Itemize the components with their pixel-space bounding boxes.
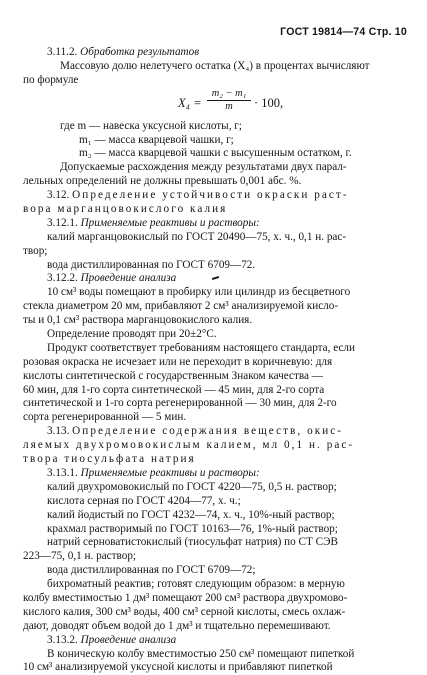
section-heading: ляемых двухромовокислым калием, мл 0,1 н. рас- (23, 439, 355, 452)
text-line: натрий серноватистокислый (тиосульфат натрия) по СТ СЭВ (47, 536, 338, 549)
formula-denominator: m (225, 100, 233, 112)
text-line: лельных определений не должны превышать 0,001 абс. %. (23, 175, 302, 188)
text-line: дают, доводят объем водой до 1 дм³ и тщательно перемешивают. (23, 619, 331, 632)
text-line: твор; (23, 244, 48, 257)
formula-rhs: · 100, (254, 95, 284, 110)
section-heading: 3.12. Определение устойчивости окраски раст- (47, 189, 349, 202)
text-line: где m — навеска уксусной кислоты, г; (60, 119, 242, 132)
text-line: Продукт соответствует требованиям настоящего стандарта, если (47, 341, 356, 354)
text-line: m₂ — масса кварцевой чашки с высушенным остатком, г. (79, 147, 352, 160)
text-line: кислого калия, 300 см³ воды, 400 см³ серной кислоты, смесь охлаж- (23, 605, 346, 618)
page-header: ГОСТ 19814—74 Стр. 10 (280, 26, 407, 38)
subsection-heading: 3.13.2. Проведение анализа (47, 633, 177, 646)
section-heading: вора марганцовокислого калия (23, 203, 228, 216)
text-line: ты и 0,1 см³ раствора марганцовокислого калия. (23, 314, 253, 327)
section-heading: 3.13. Определение содержания веществ, окис- (47, 425, 344, 438)
text-line: 10 см³ анализируемой уксусной кислоты и прибавляют пипеткой (23, 661, 333, 674)
formula-lhs: X₄ = (178, 95, 202, 110)
text-line: по формуле (23, 73, 79, 86)
text-line: Допускаемые расхождения между результатами двух парал- (60, 161, 347, 174)
text-line: Определение проводят при 20±2°С. (47, 328, 217, 341)
text-line: кислоты синтетической с государственным Знаком качества — (23, 369, 323, 382)
text-line: вода дистиллированная по ГОСТ 6709—72. (47, 258, 256, 271)
text-line: колбу вместимостью 1 дм³ помещают 200 см³ раствора двухромово- (23, 591, 348, 604)
text-line: В коническую колбу вместимостью 250 см³ помещают пипеткой (47, 647, 355, 660)
subsection-heading-text: 3.12.2. Проведение анализа (47, 272, 177, 285)
text-line: крахмал растворимый по ГОСТ 10163—76, 1%-ный раствор; (47, 522, 338, 535)
formula-fraction (207, 88, 251, 113)
text-line: вода дистиллированная по ГОСТ 6709—72; (47, 564, 256, 577)
text-line: розовая окраска не исчезает или не переходит в коричневую: для (23, 355, 333, 368)
text-line: 10 см³ воды помещают в пробирку или цилиндр из бесцветного (47, 286, 351, 299)
text-line: стекла диаметром 20 мм, прибавляют 2 см³ анализируемой кисло- (23, 300, 339, 313)
text-line: синтетической и 1-го сорта регенерированной — 30 мин, для 2-го (23, 397, 337, 410)
text-line (0, 46, 427, 60)
text-line: 223—75, 0,1 н. раствор; (23, 550, 137, 563)
text-line: m₁ — масса кварцевой чашки, г; (79, 133, 234, 146)
section-heading: твора тиосульфата натрия (23, 453, 196, 466)
subsection-heading (0, 272, 427, 286)
formula-numerator: m₂ − m₁ (207, 88, 251, 101)
section-heading: 3.11.2. Обработка результатов (47, 46, 200, 58)
text-line: калий йодистый по ГОСТ 4232—74, х. ч., 10%-ный раствор; (47, 508, 335, 521)
text-line: калий марганцовокислый по ГОСТ 20490—75, х. ч., 0,1 н. рас- (47, 230, 347, 243)
text-line: калий двухромовокислый по ГОСТ 4220—75, 0,5 н. раствор; (47, 480, 337, 493)
formula (0, 88, 427, 120)
text-line: 60 мин, для 1-го сорта синтетической — 45 мин, для 2-го сорта (23, 383, 325, 396)
text-line: бихроматный реактив; готовят следующим образом: в мерную (47, 578, 345, 591)
text-line: сорта регенерированной — 5 мин. (23, 411, 187, 424)
text-line: Массовую долю нелетучего остатка (X₄) в процентах вычисляют (60, 59, 370, 72)
subsection-heading: 3.13.1. Применяемые реактивы и растворы: (47, 466, 260, 479)
document-body (0, 46, 427, 675)
subsection-heading: 3.12.1. Применяемые реактивы и растворы: (47, 216, 260, 229)
text-line: кислота серная по ГОСТ 4204—77, х. ч.; (47, 494, 241, 507)
tick-mark (212, 276, 219, 280)
